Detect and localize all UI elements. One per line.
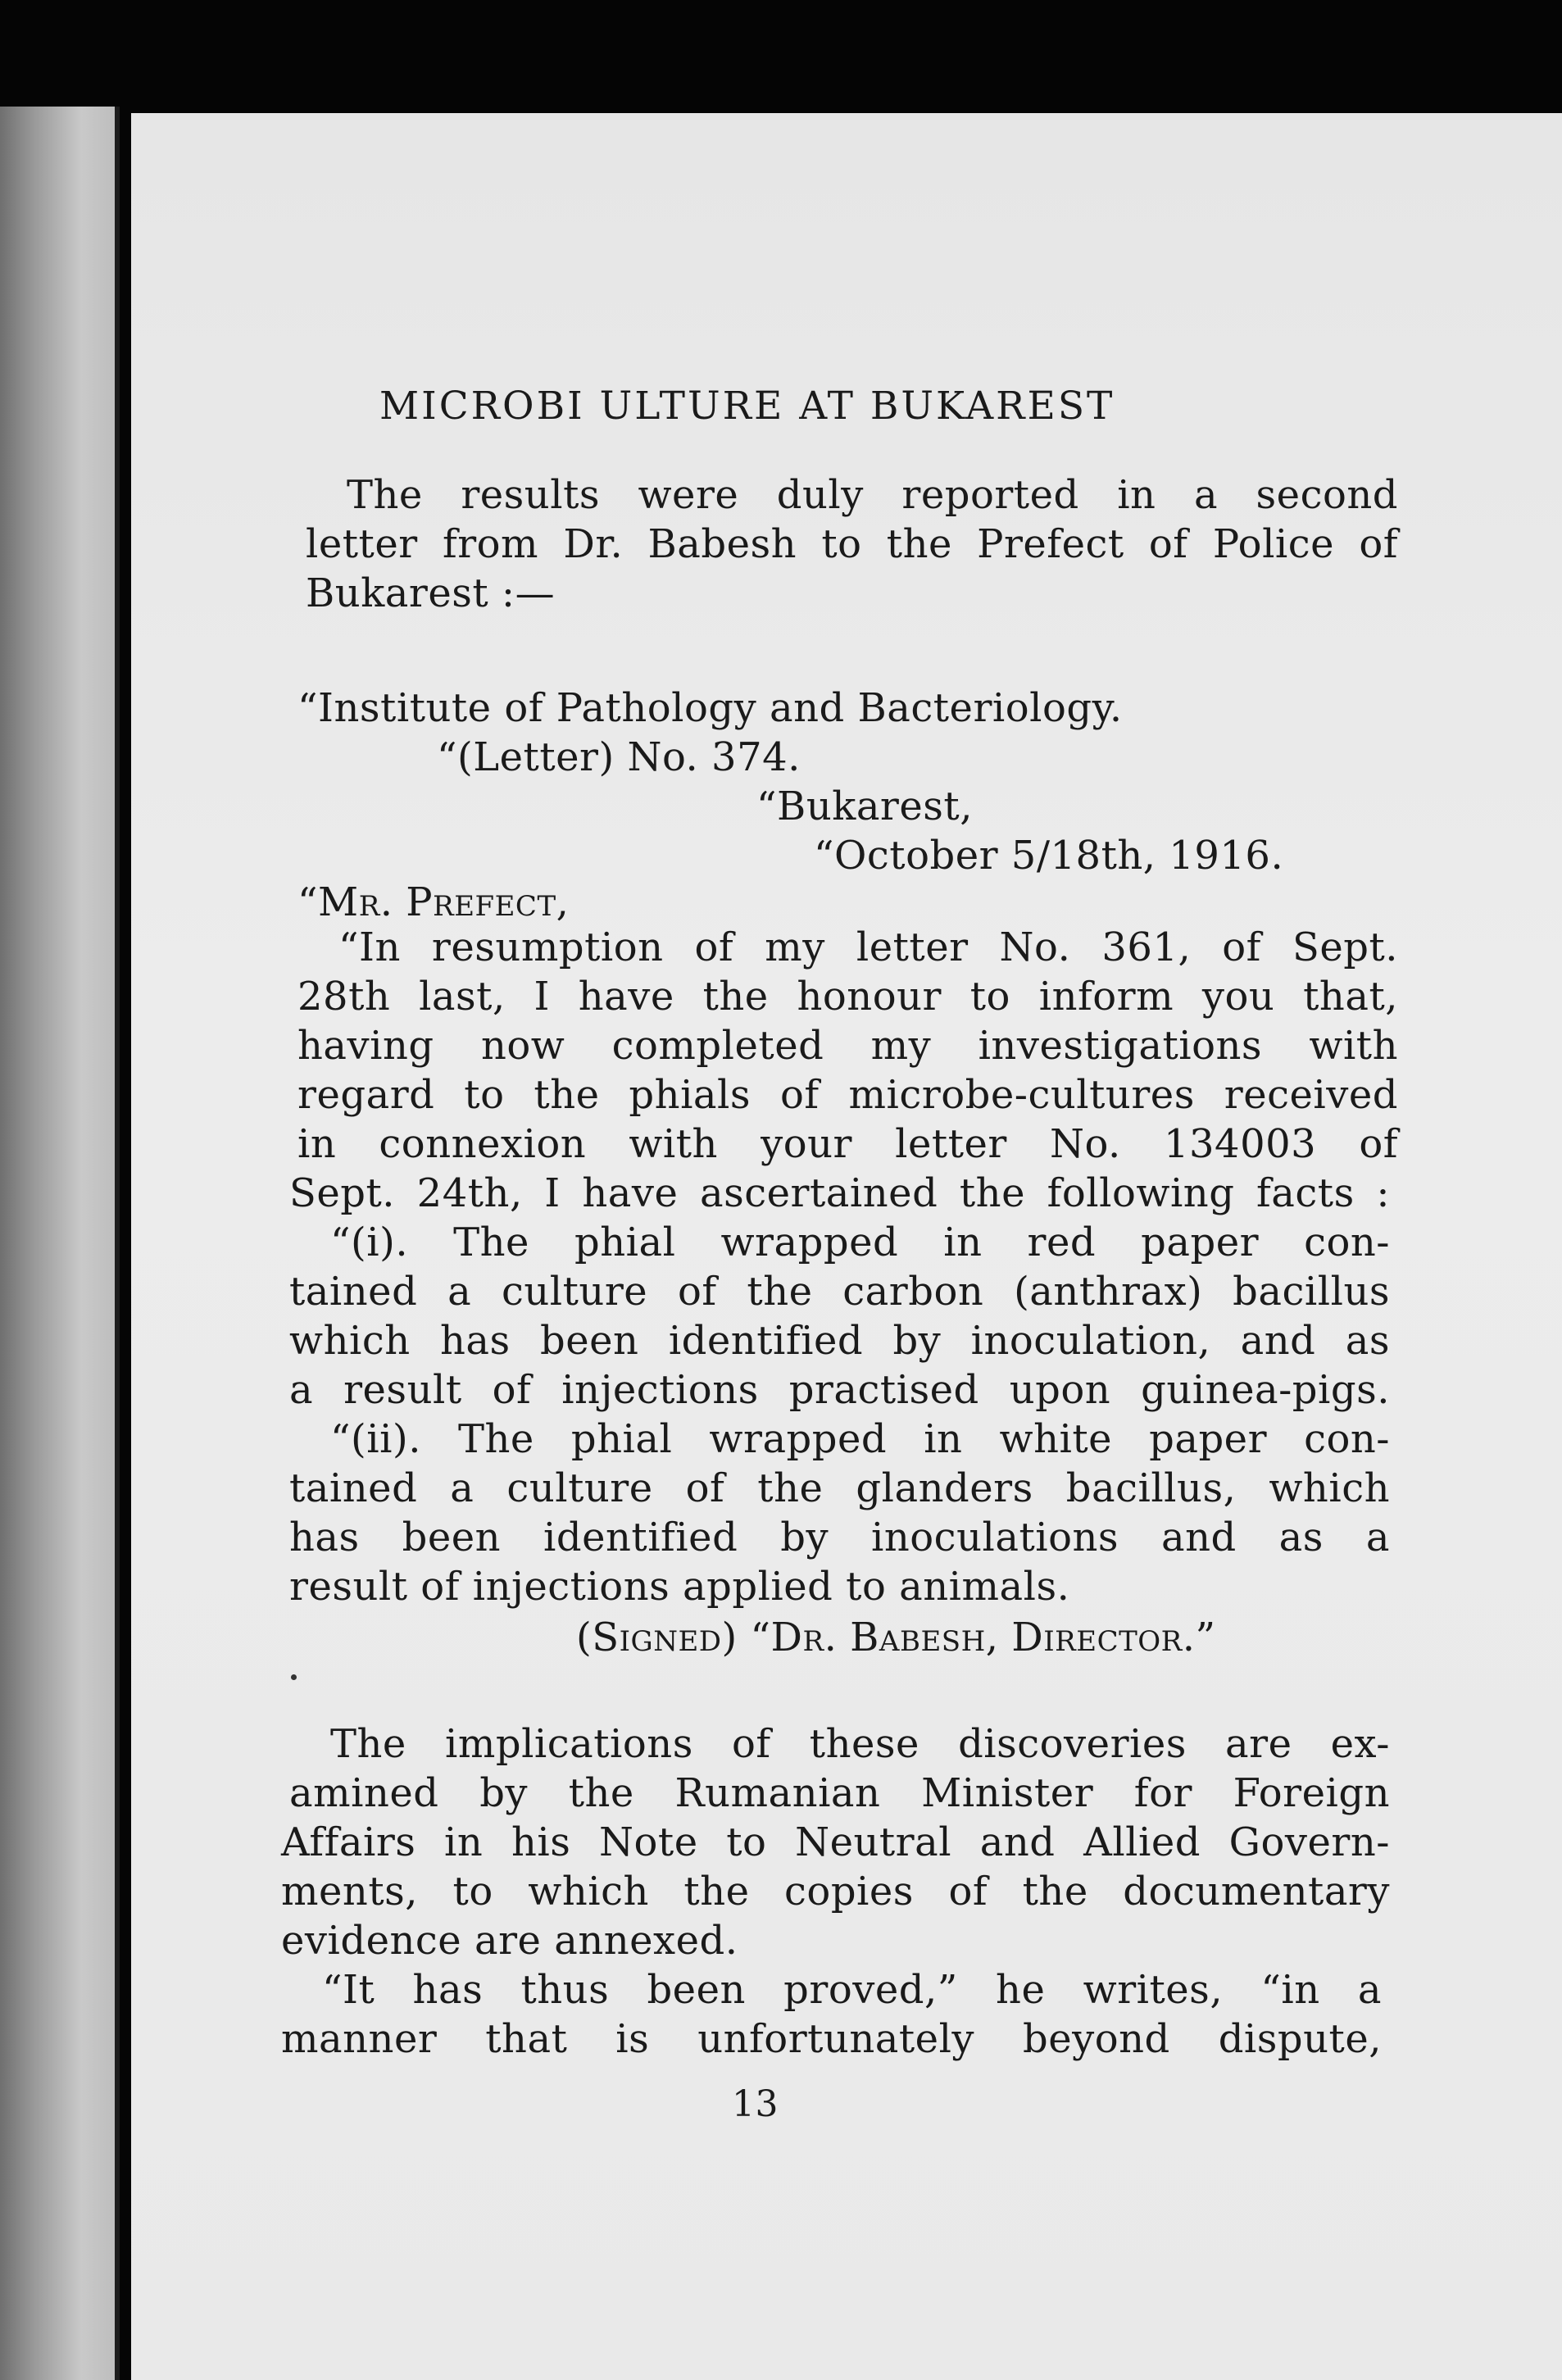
para3-line-3: has been identified by inoculations and as a (289, 1515, 1390, 1560)
para2-line-3: which has been identified by inoculation, and as (289, 1318, 1390, 1364)
intro-line-2: letter from Dr. Babesh to the Prefect of Police of (306, 521, 1398, 567)
para1-line-2: 28th last, I have the honour to inform you that, (297, 974, 1398, 1020)
para3-line-2: tained a culture of the glanders bacillus, which (289, 1465, 1390, 1511)
para5-line-2: manner that is unfortunately beyond dispute, (281, 2016, 1382, 2062)
running-header: MICROBI ULTURE AT BUKAREST (379, 384, 1115, 429)
para4-line-1: The implications of these discoveries are ex- (330, 1721, 1390, 1767)
para5-line-1: “It has thus been proved,” he writes, “in a (322, 1967, 1382, 2013)
previous-page-edge (0, 107, 116, 2380)
letter-institute: “Institute of Pathology and Bacteriology. (297, 685, 1123, 731)
para1-line-3: having now completed my investigations with (297, 1023, 1398, 1069)
print-speck (291, 1674, 297, 1680)
para4-line-3: Affairs in his Note to Neutral and Allied Govern- (281, 1819, 1390, 1865)
para2-line-1: “(i). The phial wrapped in red paper con- (330, 1220, 1390, 1265)
para3-line-1: “(ii). The phial wrapped in white paper con- (330, 1416, 1390, 1462)
para4-line-4: ments, to which the copies of the documentary (281, 1869, 1390, 1914)
book-page (131, 113, 1562, 2380)
intro-line-3: Bukarest :— (306, 570, 556, 616)
letter-date: “October 5/18th, 1916. (814, 833, 1284, 879)
para4-line-5: evidence are annexed. (281, 1918, 738, 1964)
para1-line-1: “In resumption of my letter No. 361, of Sept. (338, 924, 1398, 970)
para3-line-4: result of injections applied to animals. (289, 1564, 1070, 1610)
book-gutter (115, 107, 120, 2380)
letter-signature: (Signed) “Dr. Babesh, Director.” (576, 1615, 1216, 1660)
letter-number: “(Letter) No. 374. (437, 734, 801, 780)
para4-line-2: amined by the Rumanian Minister for Foreign (289, 1770, 1390, 1816)
para1-line-6: Sept. 24th, I have ascertained the following facts : (289, 1170, 1390, 1216)
letter-place: “Bukarest, (756, 783, 973, 829)
para2-line-2: tained a culture of the carbon (anthrax) bacillus (289, 1269, 1390, 1315)
page-number: 13 (732, 2083, 779, 2125)
para1-line-4: regard to the phials of microbe-cultures received (297, 1072, 1398, 1118)
para2-line-4: a result of injections practised upon guinea-pigs. (289, 1367, 1390, 1413)
para1-line-5: in connexion with your letter No. 134003 of (297, 1121, 1398, 1167)
intro-line-1: The results were duly reported in a second (347, 472, 1398, 518)
letter-salutation: “Mr. Prefect, (297, 879, 570, 925)
